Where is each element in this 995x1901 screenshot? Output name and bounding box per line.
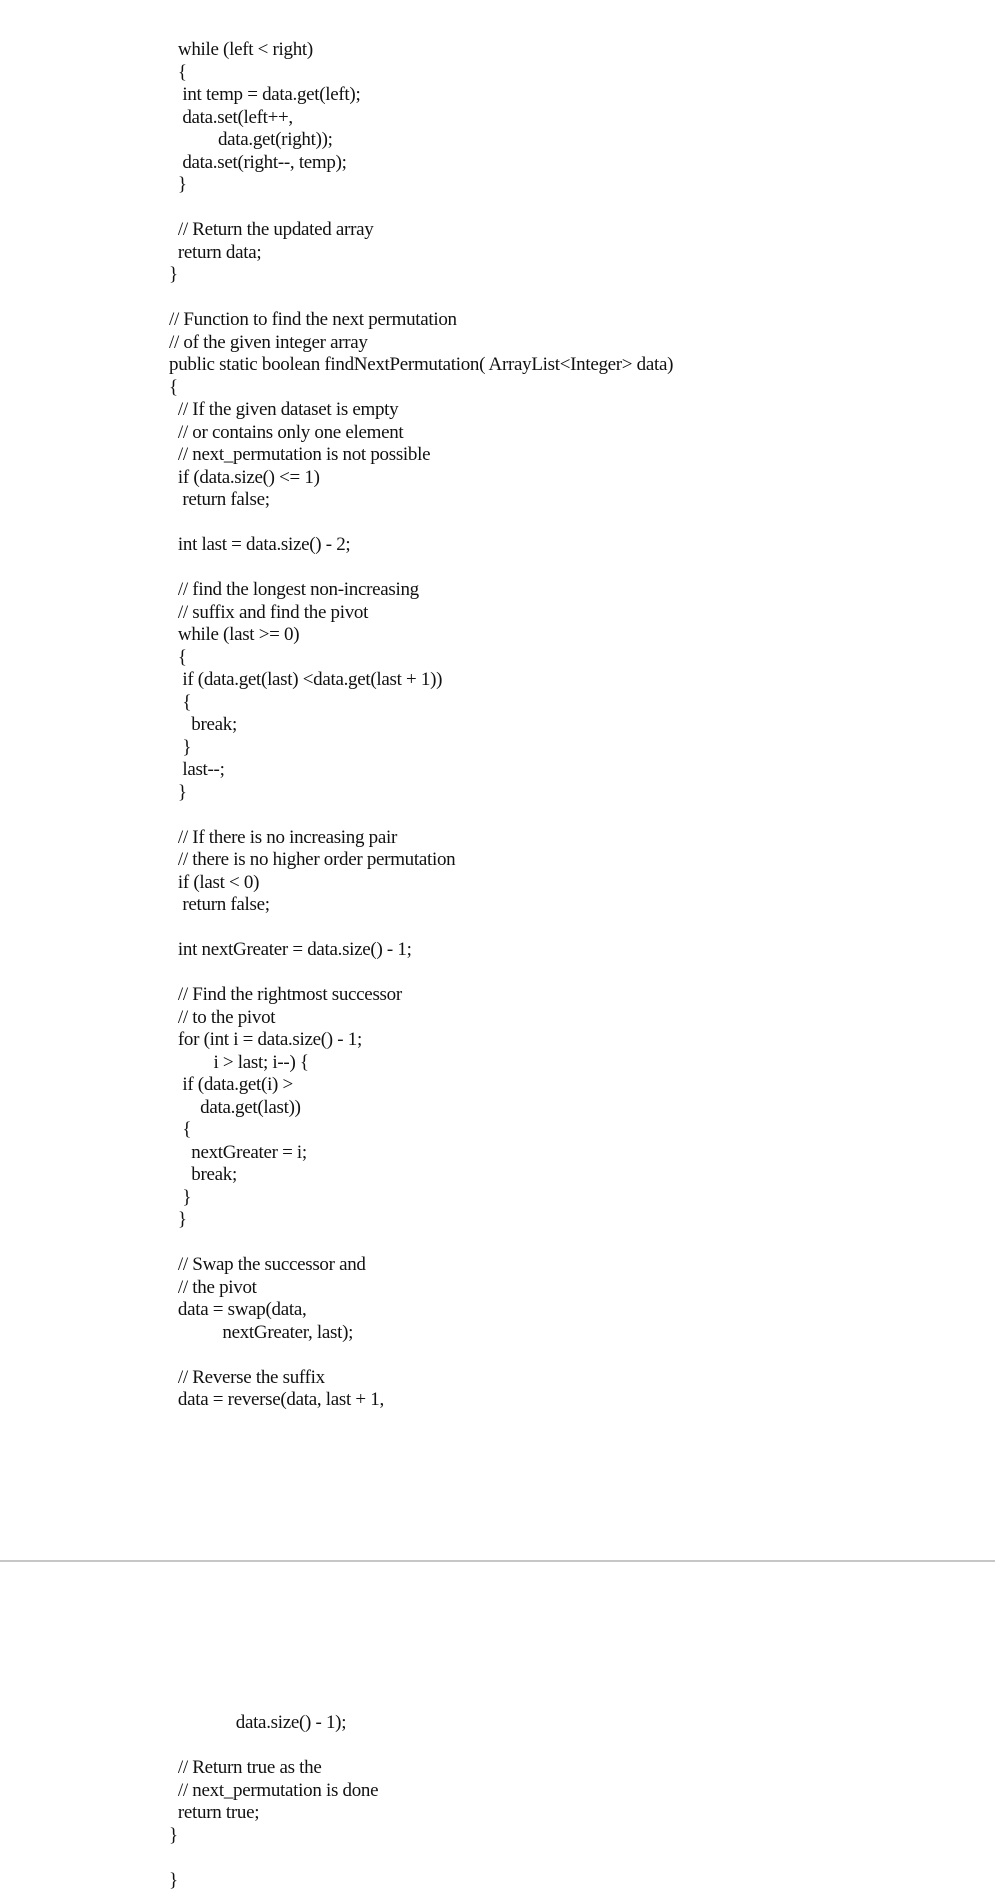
code-line bbox=[169, 917, 673, 940]
code-line: return false; bbox=[169, 894, 270, 915]
code-line: nextGreater = i; bbox=[169, 1141, 307, 1163]
code-line: { bbox=[169, 1119, 192, 1140]
code-line: data.size() - 1); bbox=[169, 1712, 347, 1733]
code-line: if (data.get(i) > bbox=[169, 1074, 293, 1095]
code-line: return false; bbox=[169, 489, 270, 510]
code-line bbox=[169, 1344, 673, 1367]
code-line: // suffix and find the pivot bbox=[169, 601, 369, 623]
code-line: // Find the rightmost successor bbox=[169, 984, 402, 1005]
code-line: if (last < 0) bbox=[169, 871, 260, 893]
code-line: break; bbox=[169, 714, 237, 735]
code-line: } bbox=[169, 1869, 178, 1891]
code-line: data.set(left++, bbox=[169, 106, 293, 128]
code-line: // find the longest non-increasing bbox=[169, 579, 419, 600]
code-line bbox=[169, 557, 673, 580]
code-line: // the pivot bbox=[169, 1276, 257, 1298]
code-line: public static boolean findNextPermutation( ArrayList<Integer> data) bbox=[169, 354, 674, 375]
code-line: // next_permutation is not possible bbox=[169, 444, 431, 465]
code-line: int temp = data.get(left); bbox=[169, 84, 361, 105]
code-line: { bbox=[169, 61, 187, 83]
code-line: return true; bbox=[169, 1802, 260, 1823]
code-line: // there is no higher order permutation bbox=[169, 849, 456, 870]
code-line: } bbox=[169, 174, 187, 195]
code-line: data = swap(data, bbox=[169, 1299, 307, 1320]
code-line: return data; bbox=[169, 241, 262, 263]
code-line: i > last; i--) { bbox=[169, 1051, 309, 1073]
code-line: last--; bbox=[169, 759, 225, 780]
code-line bbox=[169, 962, 673, 985]
code-line: // Swap the successor and bbox=[169, 1254, 366, 1275]
page-divider bbox=[0, 1560, 995, 1562]
code-line: // If there is no increasing pair bbox=[169, 826, 397, 848]
code-line: data.get(last)) bbox=[169, 1096, 301, 1118]
code-line: } bbox=[169, 736, 192, 758]
code-line bbox=[169, 1735, 378, 1758]
code-line bbox=[169, 287, 673, 310]
code-line: // If the given dataset is empty bbox=[169, 399, 399, 420]
code-line: int last = data.size() - 2; bbox=[169, 534, 351, 555]
code-line: int nextGreater = data.size() - 1; bbox=[169, 939, 412, 960]
code-line: } bbox=[169, 1186, 192, 1208]
code-line: } bbox=[169, 1824, 178, 1846]
code-line: // to the pivot bbox=[169, 1006, 276, 1028]
code-page-1 bbox=[169, 39, 673, 1412]
code-line: if (data.size() <= 1) bbox=[169, 466, 320, 488]
code-line: // Return true as the bbox=[169, 1757, 322, 1778]
code-line: { bbox=[169, 646, 187, 668]
code-line: if (data.get(last) <data.get(last + 1)) bbox=[169, 669, 443, 690]
code-line bbox=[169, 512, 673, 535]
code-line: // Reverse the suffix bbox=[169, 1366, 325, 1388]
code-line: // or contains only one element bbox=[169, 421, 404, 443]
code-line bbox=[169, 804, 673, 827]
code-line bbox=[169, 1232, 673, 1255]
code-line: data = reverse(data, last + 1, bbox=[169, 1389, 384, 1410]
code-line: // of the given integer array bbox=[169, 331, 368, 353]
code-line: nextGreater, last); bbox=[169, 1321, 354, 1343]
code-line: while (last >= 0) bbox=[169, 624, 300, 645]
code-line: // Return the updated array bbox=[169, 219, 374, 240]
code-line: // Function to find the next permutation bbox=[169, 309, 457, 330]
code-line bbox=[169, 1847, 378, 1870]
code-line: // next_permutation is done bbox=[169, 1779, 379, 1801]
code-page-2 bbox=[169, 1712, 378, 1892]
code-line: for (int i = data.size() - 1; bbox=[169, 1029, 362, 1050]
code-line bbox=[169, 197, 673, 220]
code-line: { bbox=[169, 691, 192, 713]
code-line: } bbox=[169, 781, 187, 803]
code-line: data.set(right--, temp); bbox=[169, 151, 347, 173]
code-line: while (left < right) bbox=[169, 39, 313, 60]
code-line: data.get(right)); bbox=[169, 129, 333, 150]
code-line: } bbox=[169, 1209, 187, 1230]
code-line: { bbox=[169, 376, 178, 398]
code-line: break; bbox=[169, 1164, 237, 1185]
code-line: } bbox=[169, 264, 178, 285]
